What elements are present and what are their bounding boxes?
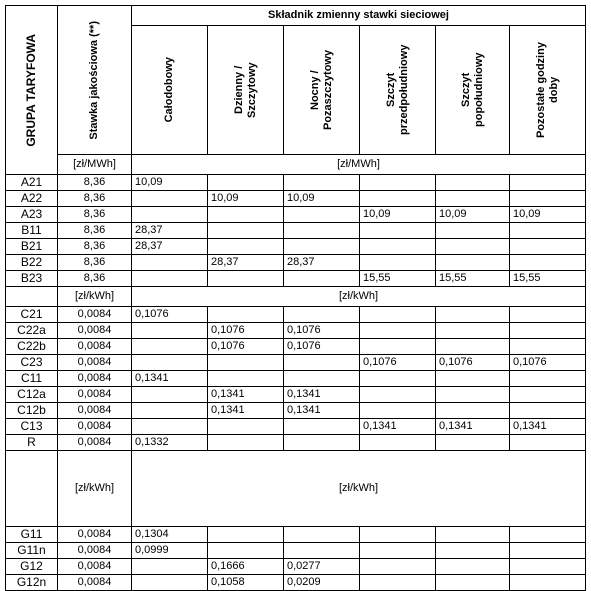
rate-cell — [436, 387, 510, 403]
rate-cell — [510, 175, 586, 191]
quality-rate-cell: 0,0084 — [58, 387, 132, 403]
rate-cell: 0,0277 — [284, 559, 360, 575]
group-column-label: GRUPA TARYFOWA — [24, 33, 38, 147]
table-row — [6, 435, 586, 451]
rate-cell: 0,1076 — [132, 307, 208, 323]
tariff-group-cell: A21 — [6, 175, 58, 191]
rate-cell — [510, 223, 586, 239]
section-kwh-g-unit — [6, 451, 586, 527]
rate-cell — [436, 255, 510, 271]
rate-cell — [360, 559, 436, 575]
table-row — [6, 387, 586, 403]
rate-cell: 28,37 — [284, 255, 360, 271]
rate-cell — [436, 403, 510, 419]
rate-cell: 28,37 — [208, 255, 284, 271]
tariff-group-cell: C12b — [6, 403, 58, 419]
rate-cell — [510, 527, 586, 543]
rate-cell — [132, 575, 208, 591]
quality-rate-cell: 0,0084 — [58, 527, 132, 543]
table-row — [6, 419, 586, 435]
group-column-header — [6, 6, 58, 175]
rate-cell — [510, 339, 586, 355]
rate-cell — [510, 387, 586, 403]
rate-cell — [510, 255, 586, 271]
rate-cell: 0,1076 — [208, 323, 284, 339]
rate-cell — [510, 559, 586, 575]
rate-cell: 0,1076 — [436, 355, 510, 371]
unit-cell-left: [zł/kWh] — [58, 287, 132, 307]
rate-cell — [360, 239, 436, 255]
rate-cell: 28,37 — [132, 223, 208, 239]
rate-cell: 0,1076 — [284, 323, 360, 339]
rate-cell — [436, 527, 510, 543]
tariff-group-cell: C12a — [6, 387, 58, 403]
table-row — [6, 355, 586, 371]
rate-cell — [360, 175, 436, 191]
quality-rate-cell: 0,0084 — [58, 355, 132, 371]
rate-cell: 10,09 — [360, 207, 436, 223]
rate-cell — [360, 223, 436, 239]
quality-rate-cell: 0,0084 — [58, 543, 132, 559]
empty-cell — [6, 451, 58, 527]
quality-rate-cell: 0,0084 — [58, 575, 132, 591]
rate-cell: 0,1341 — [436, 419, 510, 435]
rate-cell — [284, 543, 360, 559]
quality-rate-cell: 8,36 — [58, 207, 132, 223]
table-row — [6, 339, 586, 355]
unit-row — [6, 451, 586, 527]
table-row — [6, 307, 586, 323]
rate-cell — [284, 371, 360, 387]
rate-cell: 10,09 — [208, 191, 284, 207]
quality-rate-cell: 0,0084 — [58, 419, 132, 435]
rate-cell — [436, 239, 510, 255]
empty-cell — [6, 287, 58, 307]
rate-cell — [436, 559, 510, 575]
rate-cell — [360, 307, 436, 323]
rate-cell — [436, 339, 510, 355]
rate-cell — [360, 255, 436, 271]
rate-cell: 0,1076 — [284, 339, 360, 355]
zone-label: Szczyt przedpołudniowy — [384, 44, 410, 136]
rate-cell — [436, 371, 510, 387]
rate-cell — [284, 419, 360, 435]
table-row — [6, 255, 586, 271]
section-kwh-c-unit — [6, 287, 586, 307]
rate-cell: 15,55 — [510, 271, 586, 287]
header-row-top — [6, 6, 586, 26]
tariff-group-cell: B21 — [6, 239, 58, 255]
quality-rate-cell: 0,0084 — [58, 339, 132, 355]
rate-cell — [510, 307, 586, 323]
quality-rate-cell: 8,36 — [58, 239, 132, 255]
rate-cell — [284, 175, 360, 191]
rate-cell — [208, 527, 284, 543]
zone-label: Nocny / Pozaszczytowy — [308, 49, 334, 131]
tariff-group-cell: B22 — [6, 255, 58, 271]
table-row — [6, 271, 586, 287]
tariff-group-cell: B23 — [6, 271, 58, 287]
rate-cell — [436, 543, 510, 559]
rate-cell — [208, 435, 284, 451]
rate-cell — [284, 355, 360, 371]
unit-cell-right: [zł/kWh] — [132, 451, 586, 527]
tariff-group-cell: B11 — [6, 223, 58, 239]
rate-cell: 0,1076 — [208, 339, 284, 355]
zone-header-3 — [360, 26, 436, 155]
quality-rate-cell: 8,36 — [58, 175, 132, 191]
rate-cell: 15,55 — [360, 271, 436, 287]
variable-component-title: Składnik zmienny stawki sieciowej — [132, 6, 586, 26]
rate-cell — [360, 191, 436, 207]
table-row — [6, 175, 586, 191]
zone-header-4 — [436, 26, 510, 155]
zone-header-2 — [284, 26, 360, 155]
rate-cell: 0,1341 — [510, 419, 586, 435]
rate-cell — [360, 387, 436, 403]
unit-cell-left: [zł/kWh] — [58, 451, 132, 527]
table-row — [6, 527, 586, 543]
rate-cell: 10,09 — [436, 207, 510, 223]
rate-cell — [360, 435, 436, 451]
rate-cell — [132, 207, 208, 223]
quality-rate-cell: 8,36 — [58, 255, 132, 271]
tariff-group-cell: A23 — [6, 207, 58, 223]
rate-cell — [208, 207, 284, 223]
quality-rate-cell: 8,36 — [58, 223, 132, 239]
rate-cell: 0,1341 — [284, 403, 360, 419]
rate-cell: 0,1304 — [132, 527, 208, 543]
tariff-group-cell: G11 — [6, 527, 58, 543]
rate-cell: 10,09 — [132, 175, 208, 191]
rate-cell — [510, 239, 586, 255]
table-row — [6, 239, 586, 255]
zone-header-1 — [208, 26, 284, 155]
quality-rate-cell: 0,0084 — [58, 307, 132, 323]
quality-rate-cell: 8,36 — [58, 191, 132, 207]
rate-cell — [510, 371, 586, 387]
rate-cell — [360, 527, 436, 543]
rate-cell — [132, 191, 208, 207]
rate-cell — [360, 543, 436, 559]
rate-cell — [208, 543, 284, 559]
rate-cell: 0,0209 — [284, 575, 360, 591]
rate-cell — [208, 271, 284, 287]
rate-cell — [510, 323, 586, 339]
table-row — [6, 403, 586, 419]
rate-cell: 15,55 — [436, 271, 510, 287]
rate-cell — [436, 223, 510, 239]
rate-cell: 0,1332 — [132, 435, 208, 451]
rate-cell — [436, 191, 510, 207]
zone-label: Pozostałe godziny doby — [534, 42, 560, 138]
unit-cell-right: [zł/kWh] — [132, 287, 586, 307]
quality-column-header — [58, 6, 132, 155]
tariff-group-cell: C23 — [6, 355, 58, 371]
rate-cell — [132, 271, 208, 287]
quality-rate-cell: 0,0084 — [58, 403, 132, 419]
unit-cell-right: [zł/MWh] — [132, 155, 586, 175]
table-row — [6, 223, 586, 239]
rate-cell — [436, 323, 510, 339]
rate-cell — [132, 559, 208, 575]
table-row — [6, 323, 586, 339]
rate-cell — [360, 339, 436, 355]
zone-header-0 — [132, 26, 208, 155]
tariff-group-cell: C13 — [6, 419, 58, 435]
section-kwh-g — [6, 527, 586, 591]
table-row — [6, 559, 586, 575]
rate-cell — [284, 271, 360, 287]
rate-cell — [284, 527, 360, 543]
table-row — [6, 543, 586, 559]
rate-cell — [208, 223, 284, 239]
rate-cell: 0,1666 — [208, 559, 284, 575]
rate-cell — [132, 323, 208, 339]
rate-cell: 10,09 — [510, 207, 586, 223]
rate-cell — [436, 575, 510, 591]
tariff-group-cell: A22 — [6, 191, 58, 207]
rate-cell — [284, 223, 360, 239]
unit-cell-left: [zł/MWh] — [58, 155, 132, 175]
tariff-group-cell: C22a — [6, 323, 58, 339]
rate-cell — [132, 255, 208, 271]
tariff-group-cell: C21 — [6, 307, 58, 323]
rate-cell — [284, 435, 360, 451]
rate-cell — [208, 371, 284, 387]
rate-cell — [284, 307, 360, 323]
rate-cell: 0,1058 — [208, 575, 284, 591]
rate-cell: 0,1076 — [360, 355, 436, 371]
quality-column-label: Stawka jakościowa (**) — [88, 20, 100, 140]
rate-cell — [208, 175, 284, 191]
table-row — [6, 207, 586, 223]
rate-cell: 10,09 — [284, 191, 360, 207]
rate-cell: 0,1341 — [360, 419, 436, 435]
rate-cell — [360, 575, 436, 591]
rate-cell — [208, 307, 284, 323]
quality-rate-cell: 0,0084 — [58, 371, 132, 387]
quality-rate-cell: 0,0084 — [58, 559, 132, 575]
zone-label: Dzienny / Szczytowy — [232, 62, 258, 118]
tariff-rates-table — [5, 5, 586, 591]
rate-cell: 0,1076 — [510, 355, 586, 371]
rate-cell: 0,1341 — [284, 387, 360, 403]
quality-rate-cell: 0,0084 — [58, 323, 132, 339]
zone-label: Całodobowy — [163, 57, 175, 123]
rate-cell — [510, 543, 586, 559]
tariff-group-cell: R — [6, 435, 58, 451]
table-row — [6, 191, 586, 207]
rate-cell — [208, 419, 284, 435]
tariff-group-cell: G12 — [6, 559, 58, 575]
rate-cell: 0,1341 — [132, 371, 208, 387]
rate-cell: 0,0999 — [132, 543, 208, 559]
tariff-group-cell: G12n — [6, 575, 58, 591]
rate-cell: 28,37 — [132, 239, 208, 255]
section-mwh — [6, 175, 586, 287]
rate-cell — [436, 175, 510, 191]
quality-rate-cell: 8,36 — [58, 271, 132, 287]
quality-rate-cell: 0,0084 — [58, 435, 132, 451]
tariff-group-cell: C11 — [6, 371, 58, 387]
rate-cell — [208, 355, 284, 371]
rate-cell — [360, 371, 436, 387]
rate-cell — [132, 419, 208, 435]
unit-row — [6, 287, 586, 307]
tariff-group-cell: G11n — [6, 543, 58, 559]
zone-header-5 — [510, 26, 586, 155]
rate-cell — [132, 339, 208, 355]
section-kwh-c — [6, 307, 586, 451]
table-row — [6, 371, 586, 387]
rate-cell — [208, 239, 284, 255]
rate-cell — [360, 403, 436, 419]
rate-cell — [132, 387, 208, 403]
rate-cell — [510, 435, 586, 451]
rate-cell — [132, 403, 208, 419]
table-row — [6, 575, 586, 591]
tariff-group-cell: C22b — [6, 339, 58, 355]
rate-cell — [284, 239, 360, 255]
zone-label: Szczyt popołudniowy — [459, 52, 485, 128]
unit-row — [6, 155, 586, 175]
rate-cell: 0,1341 — [208, 387, 284, 403]
rate-cell — [510, 191, 586, 207]
rate-cell — [284, 207, 360, 223]
rate-cell — [436, 307, 510, 323]
rate-cell — [132, 355, 208, 371]
rate-cell: 0,1341 — [208, 403, 284, 419]
rate-cell — [360, 323, 436, 339]
rate-cell — [436, 435, 510, 451]
rate-cell — [510, 575, 586, 591]
rate-cell — [510, 403, 586, 419]
